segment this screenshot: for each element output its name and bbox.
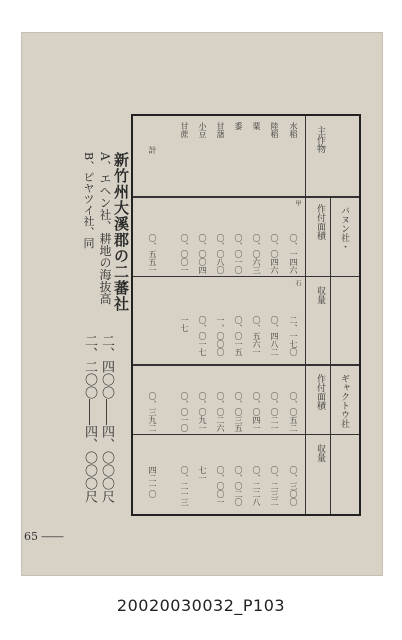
table-cell: 〇、〇四六	[270, 234, 279, 274]
table-cell: 〇、〇一五	[234, 316, 243, 356]
crop-name: 小豆	[198, 122, 207, 138]
line-b-altitude: 二、二〇〇――四、〇〇〇尺	[82, 334, 97, 503]
crop-name: 計	[148, 146, 157, 154]
table-cell: 〇、〇六三	[252, 234, 261, 274]
table-cell: 〇、三〇〇	[289, 466, 298, 506]
crop-name: 甘藷	[216, 122, 225, 138]
table-cell: 〇、五五一	[148, 234, 157, 274]
crop-name: 陸稻	[270, 122, 279, 138]
header-area-2: 作付面積	[315, 374, 325, 410]
header-divider	[305, 116, 306, 514]
row-divider	[133, 196, 359, 198]
crop-name: 黍	[234, 122, 243, 130]
page-number: 65 ――	[24, 530, 64, 543]
table-cell: 〇、〇一〇	[234, 234, 243, 274]
table-cell: 〇、一四六	[289, 234, 298, 274]
header-divider	[330, 364, 331, 514]
table-cell: 一七	[180, 316, 189, 332]
crop-name: 水稻	[289, 122, 298, 138]
table-cell: 〇、二三二	[270, 466, 279, 506]
table-cell: 〇、〇二六	[216, 392, 225, 432]
table-cell: 〇、五六一	[252, 316, 261, 356]
table-cell: 四二一〇	[148, 466, 157, 498]
header-tribe-bunun: バヌン社・	[339, 206, 349, 251]
table-cell: 〇、〇九一	[198, 392, 207, 432]
table-cell: 一、〇〇〇	[216, 316, 225, 356]
section-title: 新竹州大溪郡の二蕃社	[112, 152, 130, 312]
image-caption: 20020030032_P103	[116, 596, 286, 615]
table-cell: 〇、〇二〇	[234, 466, 243, 506]
table-cell: 〇、〇一七	[198, 316, 207, 356]
unit-ko: 甲	[294, 200, 301, 206]
table-cell: 〇、〇一〇	[180, 392, 189, 432]
table-cell: 二、一七〇	[289, 316, 298, 356]
crop-table	[131, 114, 361, 516]
header-area-1: 作付面積	[315, 204, 325, 240]
header-main-crop: 主作物	[315, 126, 325, 153]
line-b-label: B、ピヤツイ社、同	[82, 152, 95, 249]
header-yield-1: 収量	[315, 286, 325, 304]
table-cell: 〇、二二八	[252, 466, 261, 506]
table-cell: 〇、〇四一	[252, 392, 261, 432]
table-cell: 〇、三九二	[148, 392, 157, 432]
row-divider	[133, 276, 359, 277]
header-yield-2: 収量	[315, 444, 325, 462]
line-a-altitude: 二、四〇〇――四、〇〇〇尺	[99, 334, 114, 503]
crop-name: 甘蔗	[180, 122, 189, 138]
table-cell: 七一	[198, 466, 207, 482]
header-tribe-gyakutou: ギャクトウ社	[339, 374, 349, 428]
table-cell: 〇、〇二一	[270, 392, 279, 432]
unit-shi: 石	[294, 280, 301, 286]
row-divider	[133, 364, 359, 366]
row-divider	[133, 434, 359, 435]
table-cell: 〇、〇〇一	[180, 234, 189, 274]
header-divider	[330, 196, 331, 364]
table-cell: 〇、二一三	[180, 466, 189, 506]
crop-name: 粟	[252, 122, 261, 130]
table-cell: 〇、〇三五	[234, 392, 243, 432]
table-cell: 〇、〇〇一	[216, 466, 225, 506]
line-a-label: A、エヘン社、耕地の海抜高	[98, 152, 112, 305]
table-cell: 〇、〇八〇	[216, 234, 225, 274]
table-cell: 〇、〇五二	[289, 392, 298, 432]
table-cell: 〇、〇〇四	[198, 234, 207, 274]
table-cell: 〇、四八二	[270, 316, 279, 356]
